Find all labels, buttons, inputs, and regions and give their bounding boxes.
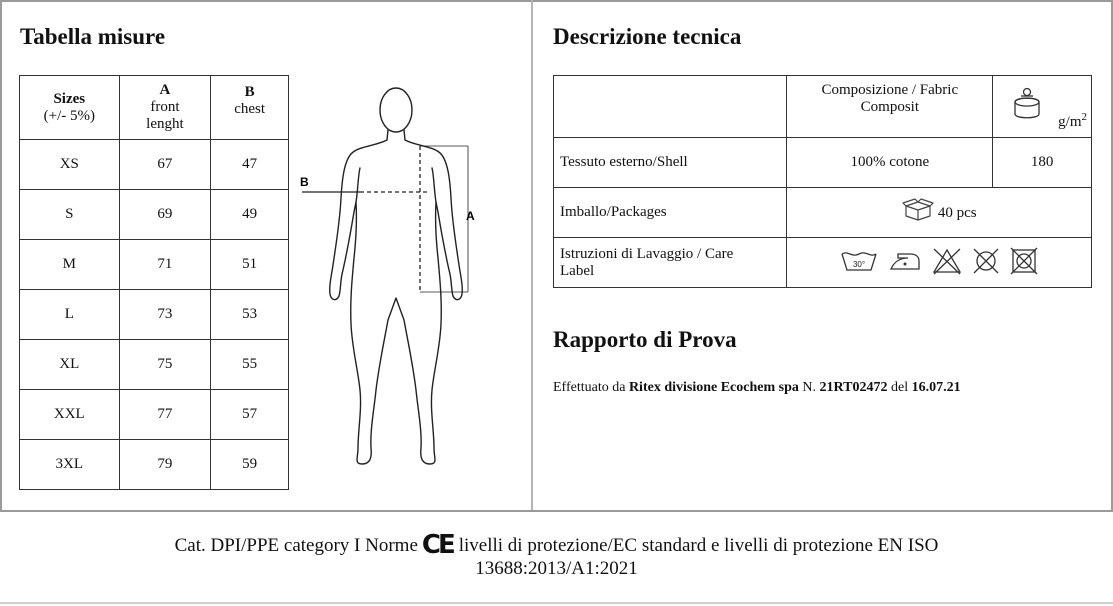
b-cell: 55: [211, 340, 289, 390]
report-lab: Ritex divisione Ecochem spa: [628, 380, 799, 395]
col-a-label-line1: front: [150, 99, 180, 115]
care-label: [554, 238, 787, 288]
size-cell: 3XL: [20, 440, 120, 490]
report-title: Rapporto di Prova: [553, 327, 737, 352]
size-cell: L: [20, 290, 120, 340]
care-symbols: [840, 247, 1038, 275]
footer-line1: [0, 530, 1113, 560]
no-bleach-icon: [932, 247, 962, 275]
figure-left-arm-inner: [356, 168, 360, 202]
size-cell: XS: [20, 140, 120, 190]
frame-center-divider: [531, 0, 533, 512]
footer-bottom-border: [0, 602, 1113, 604]
a-cell: 67: [119, 140, 211, 190]
tech-row-packages: [554, 188, 1092, 238]
report-date-prefix: del: [890, 380, 909, 395]
header-col-b: [211, 76, 289, 140]
size-table: [19, 75, 289, 490]
report-number-prefix: N.: [802, 380, 817, 395]
footer-text-before: Cat. DPI/PPE category I Norme: [174, 535, 418, 556]
weight-header: [993, 76, 1092, 138]
packages-value-wrap: [902, 198, 977, 222]
b-cell: 47: [211, 140, 289, 190]
a-cell: 73: [119, 290, 211, 340]
sizes-label: Sizes: [53, 90, 86, 107]
no-dry-clean-icon: [972, 247, 1000, 275]
packages-value: 40 pcs: [937, 205, 977, 221]
weight-unit: [1058, 111, 1087, 131]
size-cell: M: [20, 240, 120, 290]
size-cell: XXL: [20, 390, 120, 440]
footer: [0, 530, 1113, 580]
b-cell: 51: [211, 240, 289, 290]
b-cell: 53: [211, 290, 289, 340]
report-prefix: Effettuato da: [553, 380, 626, 395]
size-table-header: [20, 76, 289, 140]
header-col-a: [119, 76, 211, 140]
b-cell: 59: [211, 440, 289, 490]
header-sizes: [20, 76, 120, 140]
ce-mark-icon: CE: [421, 530, 453, 560]
wash-temp-text: 30°: [853, 259, 866, 269]
table-row: [20, 190, 289, 240]
iron-icon: [888, 250, 922, 272]
composition-header-line1: Composizione / Fabric: [821, 82, 959, 98]
figure-body-outline: [330, 130, 463, 464]
size-cell: XL: [20, 340, 120, 390]
body-measurement-figure: [296, 80, 496, 472]
size-cell: S: [20, 190, 120, 240]
col-a-label-line2: lenght: [146, 116, 184, 132]
tech-row-care: [554, 238, 1092, 288]
a-cell: 71: [119, 240, 211, 290]
figure-right-arm-inner: [432, 168, 436, 202]
report-date: 16.07.21: [911, 380, 961, 395]
weight-unit-exponent: 2: [1081, 111, 1087, 123]
a-cell: 79: [119, 440, 211, 490]
shell-label: Tessuto esterno/Shell: [554, 138, 787, 188]
no-tumble-dry-icon: [1010, 247, 1038, 275]
tech-table-header: [554, 76, 1092, 138]
figure-label-b: B: [300, 175, 309, 189]
packages-value-cell: [787, 188, 1092, 238]
frame-top-border: [0, 0, 1113, 2]
frame-left-border: [0, 0, 2, 512]
col-b-letter: B: [244, 84, 255, 100]
footer-text-after: livelli di protezione/EC standard e livelli di protezione EN ISO: [458, 535, 939, 556]
footer-line2: 13688:2013/A1:2021: [475, 558, 638, 579]
b-cell: 49: [211, 190, 289, 240]
box-icon: [902, 198, 934, 222]
table-row: [20, 240, 289, 290]
size-table-title: Tabella misure: [20, 24, 166, 49]
wash-30-icon: [840, 248, 878, 274]
col-a-letter: A: [159, 82, 171, 98]
tech-row-shell: [554, 138, 1092, 188]
weight-icon: [1009, 86, 1045, 122]
table-row: [20, 290, 289, 340]
sizes-tolerance: (+/- 5%): [43, 107, 95, 124]
composition-header: [787, 76, 993, 138]
b-cell: 57: [211, 390, 289, 440]
shell-composition: 100% cotone: [787, 138, 993, 188]
composition-header-line2: Composit: [860, 99, 919, 115]
tech-table: [553, 75, 1092, 288]
care-label-line2: Label: [560, 262, 595, 279]
table-row: [20, 390, 289, 440]
report-line: [553, 380, 961, 396]
tech-header-empty: [554, 76, 787, 138]
care-symbols-cell: [787, 238, 1092, 288]
frame-bottom-border: [0, 510, 1113, 512]
a-cell: 69: [119, 190, 211, 240]
shell-weight: 180: [993, 138, 1092, 188]
table-row: [20, 140, 289, 190]
a-cell: 77: [119, 390, 211, 440]
col-b-label: chest: [234, 101, 266, 117]
figure-label-a: A: [466, 209, 475, 223]
packages-label: Imballo/Packages: [554, 188, 787, 238]
table-row: [20, 340, 289, 390]
weight-unit-base: g/m: [1058, 114, 1082, 130]
a-cell: 75: [119, 340, 211, 390]
table-row: [20, 440, 289, 490]
care-label-line1: Istruzioni di Lavaggio / Care: [560, 245, 734, 262]
report-number: 21RT02472: [819, 380, 888, 395]
figure-head: [380, 88, 412, 132]
tech-desc-title: Descrizione tecnica: [553, 24, 742, 49]
